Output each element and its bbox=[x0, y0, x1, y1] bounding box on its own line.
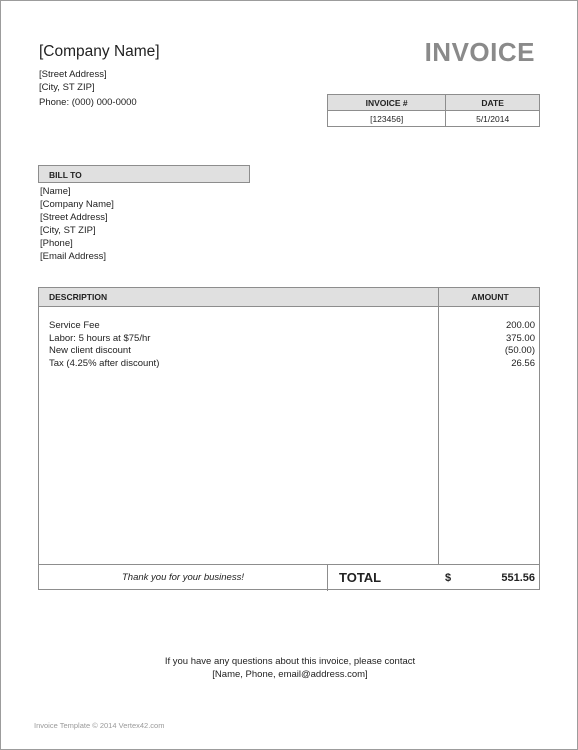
table-row bbox=[39, 333, 539, 346]
description-header: DESCRIPTION bbox=[49, 292, 108, 302]
bill-to-street: [Street Address] bbox=[40, 212, 108, 223]
invoice-title: INVOICE bbox=[424, 37, 535, 67]
date-value: 5/1/2014 bbox=[446, 111, 540, 127]
totals-row bbox=[39, 564, 539, 591]
invoice-number-value: [123456] bbox=[328, 111, 446, 127]
item-amount: 26.56 bbox=[511, 357, 535, 369]
item-amount: 375.00 bbox=[505, 332, 535, 344]
item-description: Tax (4.25% after discount) bbox=[49, 357, 160, 369]
item-amount: (50.00) bbox=[504, 345, 535, 356]
bill-to-city: [City, ST ZIP] bbox=[40, 225, 96, 236]
invoice-meta-table bbox=[327, 94, 540, 127]
line-items-table bbox=[38, 287, 540, 590]
table-row bbox=[39, 320, 539, 333]
bill-to-lines bbox=[40, 185, 114, 263]
thank-you-note: Thank you for your business! bbox=[122, 572, 244, 583]
contact-line-2: [Name, Phone, email@address.com] bbox=[212, 669, 368, 680]
total-value: 551.56 bbox=[501, 572, 535, 584]
bill-to-name: [Name] bbox=[40, 186, 71, 197]
line-items-body bbox=[39, 320, 539, 370]
total-currency: $ bbox=[445, 572, 452, 584]
total-label: TOTAL bbox=[339, 570, 382, 585]
invoice-number-header: INVOICE # bbox=[328, 95, 446, 111]
item-description: New client discount bbox=[49, 345, 131, 356]
bill-to-phone: [Phone] bbox=[40, 238, 73, 249]
date-header: DATE bbox=[446, 95, 540, 111]
template-footer: Invoice Template © 2014 Vertex42.com bbox=[34, 721, 165, 730]
bill-to-company: [Company Name] bbox=[40, 199, 114, 210]
amount-header: AMOUNT bbox=[471, 292, 509, 302]
item-description: Labor: 5 hours at $75/hr bbox=[49, 332, 151, 344]
company-name: [Company Name] bbox=[39, 43, 160, 60]
item-description: Service Fee bbox=[49, 320, 100, 331]
table-row bbox=[39, 345, 539, 358]
line-items-header bbox=[39, 288, 539, 307]
totals-divider bbox=[327, 565, 328, 591]
company-city: [City, ST ZIP] bbox=[39, 82, 95, 93]
bill-to-header: BILL TO bbox=[38, 165, 250, 183]
bill-to-email: [Email Address] bbox=[40, 251, 106, 262]
company-street: [Street Address] bbox=[39, 69, 107, 80]
company-phone: Phone: (000) 000-0000 bbox=[39, 97, 137, 108]
contact-line-1: If you have any questions about this invoice, please contact bbox=[164, 656, 416, 667]
item-amount: 200.00 bbox=[505, 320, 535, 331]
table-row bbox=[39, 358, 539, 371]
